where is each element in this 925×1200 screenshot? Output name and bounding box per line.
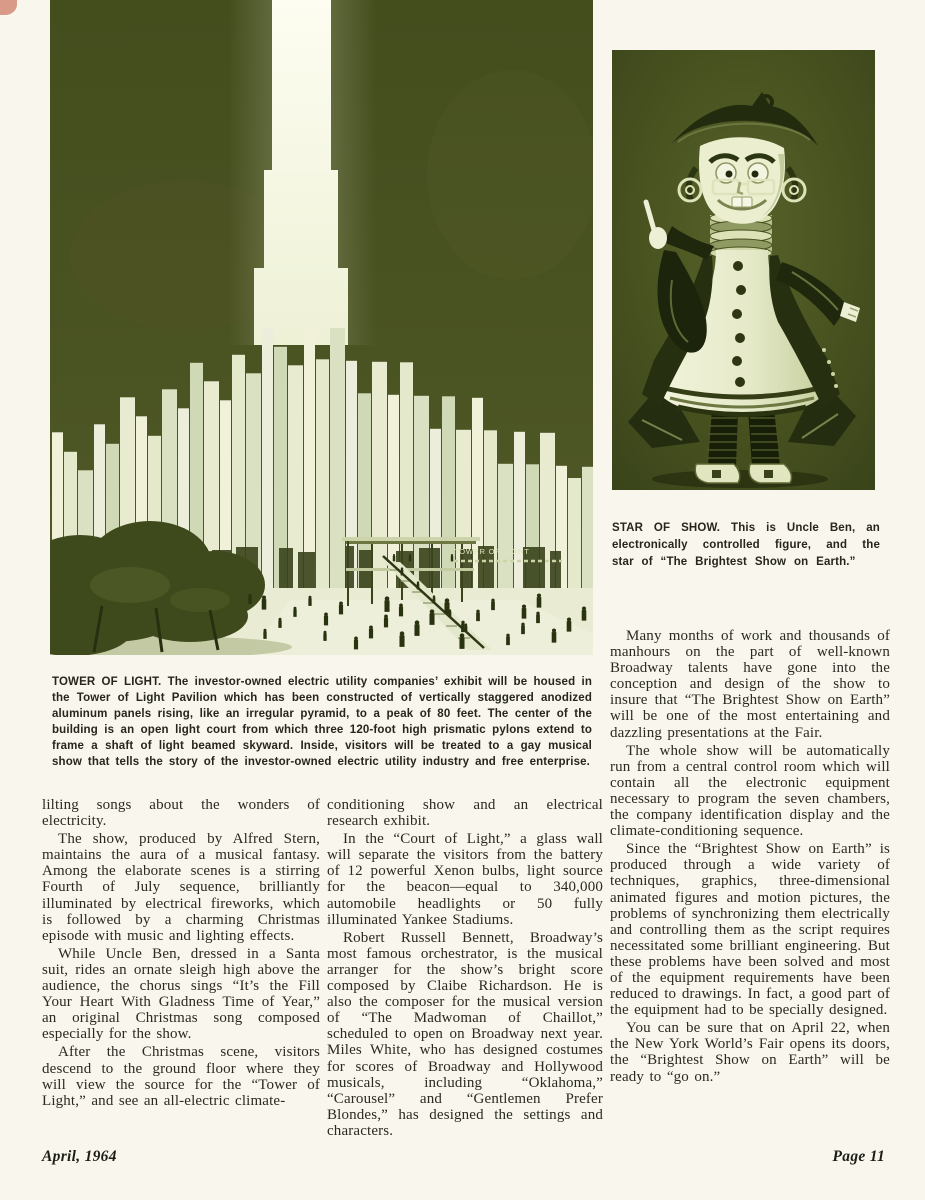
article-paragraph: The whole show will be automatically run from a central control room which will contain all the electronic equipment necessary to program the seven chambers, the company identification display and the climate-conditioning sequence. [610,742,890,840]
article-paragraph: Robert Russell Bennett, Broadway’s most famous orchestrator, is the musical arranger for the show’s bright score composed by Claibe Richardson. He is also the composer for the musical version of “The Madwoman of Chaillot,” scheduled to open on Broadway next year. Miles White, who has designed costumes for scores of Broadway and Hollywood musicals, including “Oklahoma,” “Carousel” and “Gentlemen Prefer Blondes,” has designed the settings and characters. [327,929,603,1139]
article-column-3 [610,628,890,1143]
tower-photo-caption [52,674,592,771]
article-paragraph: You can be sure that on April 22, when the New York World’s Fair opens its doors, the “Brightest Show on Earth” will be ready to “go on.” [610,1020,890,1085]
tower-sign-text: TOWER OF LIGHT [454,547,530,556]
article-paragraph: After the Christmas scene, visitors descend to the ground floor where they will view the source for the “Tower of Light,” and see an all-electric climate- [42,1044,320,1109]
article-paragraph: The show, produced by Alfred Stern, maintains the aura of a musical fantasy. Among the elaborate scenes is a stirring Fourth of July sequence, brilliantly illuminated by electrical fireworks, which is followed by a charming Christmas episode with music and lighting effects. [42,831,320,944]
caption-body: The investor-owned electric utility companies’ exhibit will be housed in the Tower of Light Pavilion which has been constructed of vertically staggered anodized aluminum panels rising, like an irregular pyramid, to a peak of 80 feet. The center of the building is an open light court from which three 120-foot high prismatic pylons extend to frame a shaft of light beamed skyward. Inside, visitors will be treated to a gay musical show that tells the story of the investor-owned electric utility industry and free enterprise. [52,675,592,768]
footer-page-number: Page 11 [832,1148,885,1165]
caption-lead: STAR OF SHOW. [612,521,721,534]
caption-body: This is Uncle Ben, an electronically controlled figure, and the star of “The Brightest Show on Earth.” [612,521,880,568]
footer-issue-date: April, 1964 [42,1148,117,1165]
article-paragraph: lilting songs about the wonders of electricity. [42,797,320,830]
uncle-ben-photo [612,50,875,490]
caption-lead: TOWER OF LIGHT. [52,675,162,688]
article-column-2 [327,797,603,1147]
article-paragraph: conditioning show and an electrical research exhibit. [327,797,603,830]
tower-of-light-photo [50,0,593,655]
article-column-1 [42,797,320,1147]
article-paragraph: In the “Court of Light,” a glass wall will separate the visitors from the battery of 12 powerful Xenon bulbs, light source for the beacon—equal to 340,000 automobile headlights or 50 fully illuminated Yankee Stadiums. [327,831,603,928]
uncle-ben-photo-caption [612,520,880,571]
uncle-ben-art [612,50,875,490]
article-paragraph: While Uncle Ben, dressed in a Santa suit, rides an ornate sleigh high above the audience, the chorus sings “It’s the Fill Your Heart With Gladness Time of Year,” an original Christmas song composed especially for the show. [42,945,320,1043]
tower-photo-art [50,0,593,655]
red-edge-mark [0,0,17,15]
article-paragraph: Since the “Brightest Show on Earth” is produced through a wide variety of techniques, graphics, three-dimensional animated figures and motion pictures, the problems of synchronizing them electrically and controlling them as the script requires necessitated some brilliant engineering. But these problems have been solved and most of the equipment requirements have been reduced to drawings. In fact, a good part of the equipment had to be specially designed. [610,841,890,1019]
article-paragraph: Many months of work and thousands of manhours on the part of well-known Broadway talents have gone into the conception and design of the show to insure that “The Brightest Show on Earth” will be one of the most entertaining and dazzling presentations at the Fair. [610,628,890,741]
